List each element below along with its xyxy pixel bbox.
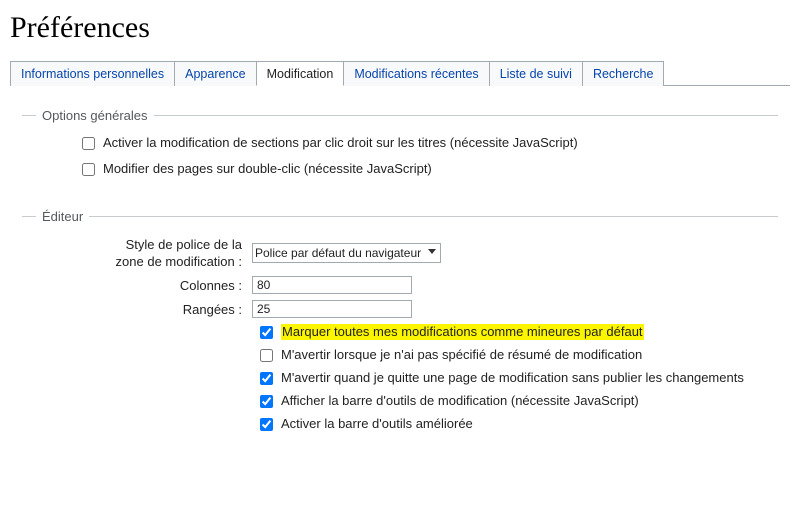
checkbox-doubleclick-edit[interactable] (82, 163, 95, 176)
general-options-group (22, 108, 778, 187)
checkbox-enhanced-toolbar[interactable] (260, 418, 273, 431)
label-enhanced-toolbar[interactable]: Activer la barre d'outils améliorée (281, 416, 473, 431)
tab-liste-de-suivi[interactable]: Liste de suivi (489, 61, 583, 86)
option-row-enhanced-toolbar[interactable] (22, 416, 778, 432)
rows-label: Rangées : (182, 301, 242, 317)
columns-row (22, 276, 778, 294)
editor-group (22, 209, 778, 439)
option-row-warn-no-summary[interactable] (22, 347, 778, 363)
checkbox-minor-edits-default[interactable] (260, 326, 273, 339)
font-style-select[interactable] (252, 243, 441, 263)
tab-informations-personnelles[interactable]: Informations personnelles (10, 61, 175, 86)
font-style-label-line2: zone de modification : (115, 254, 242, 269)
checkbox-warn-no-summary[interactable] (260, 349, 273, 362)
option-row-show-edit-toolbar[interactable] (22, 393, 778, 409)
rows-row (22, 300, 778, 318)
tab-recherche[interactable]: Recherche (582, 61, 664, 86)
editor-body (22, 224, 778, 432)
general-options-body (22, 123, 778, 177)
tab-apparence[interactable]: Apparence (174, 61, 256, 86)
preferences-content (0, 108, 800, 439)
tab-modifications-recentes[interactable]: Modifications récentes (343, 61, 489, 86)
option-row-doubleclick-edit[interactable] (22, 161, 778, 177)
tab-modification[interactable]: Modification (256, 61, 345, 86)
checkbox-warn-leaving-unsaved[interactable] (260, 372, 273, 385)
font-style-select-wrapper (252, 243, 441, 263)
checkbox-section-edit-rightclick[interactable] (82, 137, 95, 150)
columns-label: Colonnes : (179, 277, 242, 293)
label-section-edit-rightclick[interactable]: Activer la modification de sections par clic droit sur les titres (nécessite JavaScript) (103, 135, 578, 150)
option-row-minor-edits-default[interactable] (22, 324, 778, 340)
label-minor-edits-default[interactable]: Marquer toutes mes modifications comme mineures par défaut (282, 324, 643, 339)
font-style-label-line1: Style de police de la (125, 237, 242, 252)
font-style-label (22, 236, 252, 270)
label-warn-leaving-unsaved[interactable]: M'avertir quand je quitte une page de modification sans publier les changements (281, 370, 744, 385)
label-warn-no-summary[interactable]: M'avertir lorsque je n'ai pas spécifié de résumé de modification (281, 347, 643, 362)
editor-legend: Éditeur (42, 209, 84, 224)
checkbox-show-edit-toolbar[interactable] (260, 395, 273, 408)
general-options-legend: Options générales (42, 108, 148, 123)
option-row-warn-leaving-unsaved[interactable] (22, 370, 778, 386)
label-doubleclick-edit[interactable]: Modifier des pages sur double-clic (nécessite JavaScript) (103, 161, 432, 176)
rows-input[interactable] (252, 300, 412, 318)
preferences-tabs (10, 60, 790, 86)
columns-input[interactable] (252, 276, 412, 294)
font-style-row (22, 236, 778, 270)
option-row-section-edit-rightclick[interactable] (22, 135, 778, 151)
label-show-edit-toolbar[interactable]: Afficher la barre d'outils de modification (nécessite JavaScript) (281, 393, 639, 408)
page-title: Préférences (10, 11, 150, 44)
